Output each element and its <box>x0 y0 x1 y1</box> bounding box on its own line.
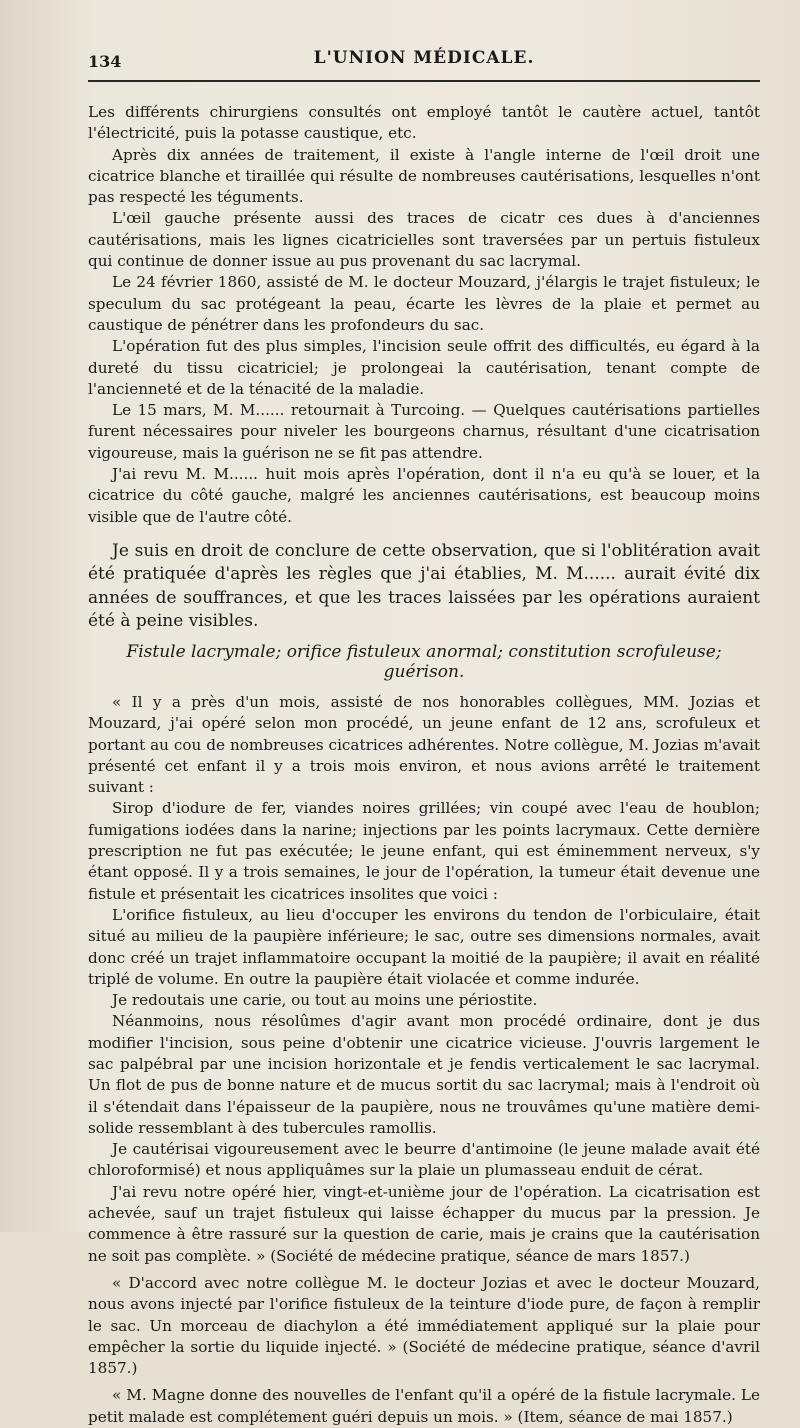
paragraph: L'opération fut des plus simples, l'incision seule offrit des difficultés, eu égard à la dureté du tissu cicatriciel; je prolongeai la cautérisation, tenant compte de l'ancienneté et de la ténacité de la maladie. <box>88 337 760 398</box>
paragraph: Les différents chirurgiens consultés ont employé tantôt le cautère actuel, tantôt l'électricité, puis la potasse caustique, etc. <box>88 103 760 143</box>
running-head: L'UNION MÉDICALE. <box>313 48 535 68</box>
page-number: 134 <box>88 52 122 71</box>
observation-section <box>88 102 760 528</box>
page-header <box>88 46 760 82</box>
case-paragraph: Néanmoins, nous résolûmes d'agir avant mon procédé ordinaire, dont je dus modifier l'incision, sous peine d'obtenir une cicatrice vicieuse. J'ouvris largement le sac palpébral par une incision horizontale et je fendis verticalement le sac lacrymal. Un flot de pus de bonne nature et de mucus sortit du sac lacrymal; mais à l'endroit où il s'étendait dans l'épaisseur de la paupière, nous ne trouvâmes qu'une matière demi-solide ressemblant à des tubercules ramollis. <box>88 1012 760 1137</box>
section-heading: Fistule lacrymale; orifice fistuleux anormal; constitution scrofuleuse; guérison. <box>126 641 722 682</box>
case-paragraph: L'orifice fistuleux, au lieu d'occuper les environs du tendon de l'orbiculaire, était situé au milieu de la paupière inférieure; le sac, outre ses dimensions normales, avait donc créé un trajet inflammatoire occupant la moitié de la paupière; il avait en réalité triplé de volume. En outre la paupière était violacée et comme indurée. <box>88 905 760 988</box>
case-section <box>88 692 760 1267</box>
paragraph: Le 24 février 1860, assisté de M. le docteur Mouzard, j'élargis le trajet fistuleux; le speculum du sac protégeant la peau, écarte les lèvres de la plaie et permet au caustique de pénétrer dans les profondeurs du sac. <box>88 273 760 334</box>
conclusion-paragraph: Je suis en droit de conclure de cette observation, que si l'oblitération avait été pratiquée d'après les règles que j'ai établies, M. M...... aurait évité dix années de souffrances, et que les traces laissées par les opérations auraient été à peine visibles. <box>88 540 760 632</box>
paragraph: Après dix années de traitement, il existe à l'angle interne de l'œil droit une cicatrice blanche et tiraillée qui résulte de nombreuses cautérisations, lesquelles n'ont pas respecté les téguments. <box>88 145 760 207</box>
paragraph: L'œil gauche présente aussi des traces de cicatr ces dues à d'anciennes cautérisations, mais les lignes cicatricielles sont traversées par un pertuis fistuleux qui continue de donner issue au pus provenant du sac lacrymal. <box>88 209 760 271</box>
paragraph: J'ai revu M. M...... huit mois après l'opération, dont il n'a eu qu'à se louer, et la cicatrice du côté gauche, malgré les anciennes cautérisations, est beaucoup moins visible que de l'autre côté. <box>88 465 760 526</box>
closing-paragraph: « M. Magne donne des nouvelles de l'enfant qu'il a opéré de la fistule lacrymale. Le petit malade est complétement guéri depuis un mois. » (Item, séance de mai 1857.) <box>88 1386 760 1426</box>
case-paragraph: J'ai revu notre opéré hier, vingt-et-unième jour de l'opération. La cicatrisation est achevée, sauf un trajet fistuleux qui laisse échapper du mucus par la pression. Je commence à être rassuré sur la question de carie, mais je crains que la cautérisation ne soit pas complète. » (Société de médecine pratique, séance de mars 1857.) <box>88 1182 760 1265</box>
case-paragraph: Sirop d'iodure de fer, viandes noires grillées; vin coupé avec l'eau de houblon; fumigations iodées dans la narine; injections par les points lacrymaux. Cette dernière prescription ne fut pas exécutée; le jeune enfant, qui est éminemment nerveux, s'y étant opposé. Il y a trois semaines, le jour de l'opération, la tumeur était devenue une fistule et présentait les cicatrices insolites que voici : <box>88 799 760 903</box>
case-paragraph: Je redoutais une carie, ou tout au moins une périostite. <box>112 991 538 1010</box>
case-paragraph: « Il y a près d'un mois, assisté de nos honorables collègues, MM. Jozias et Mouzard, j'ai opéré selon mon procédé, un jeune enfant de 12 ans, scrofuleux et portant au cou de nombreuses cicatrices adhérentes. Notre collègue, M. Jozias m'avait présenté cet enfant il y a trois mois environ, et nous avions arrêté le traitement suivant : <box>88 692 760 797</box>
closing-section <box>88 1273 760 1428</box>
case-paragraph: Je cautérisai vigoureusement avec le beurre d'antimoine (le jeune malade avait été chloroformisé) et nous appliquâmes sur la plaie un plumasseau enduit de cérat. <box>88 1140 760 1180</box>
closing-paragraph: « D'accord avec notre collègue M. le docteur Jozias et avec le docteur Mouzard, nous avons injecté par l'orifice fistuleux de la teinture d'iode pure, de façon à remplir le sac. Un morceau de diachylon a été immédiatement appliqué sur la plaie pour empêcher la sortie du liquide injecté. » (Société de médecine pratique, séance d'avril 1857.) <box>88 1273 760 1378</box>
paragraph: Le 15 mars, M. M...... retournait à Turcoing. — Quelques cautérisations partielles furent nécessaires pour niveler les bourgeons charnus, résultant d'une cicatrisation vigoureuse, mais la guérison ne se fit pas attendre. <box>88 401 760 462</box>
